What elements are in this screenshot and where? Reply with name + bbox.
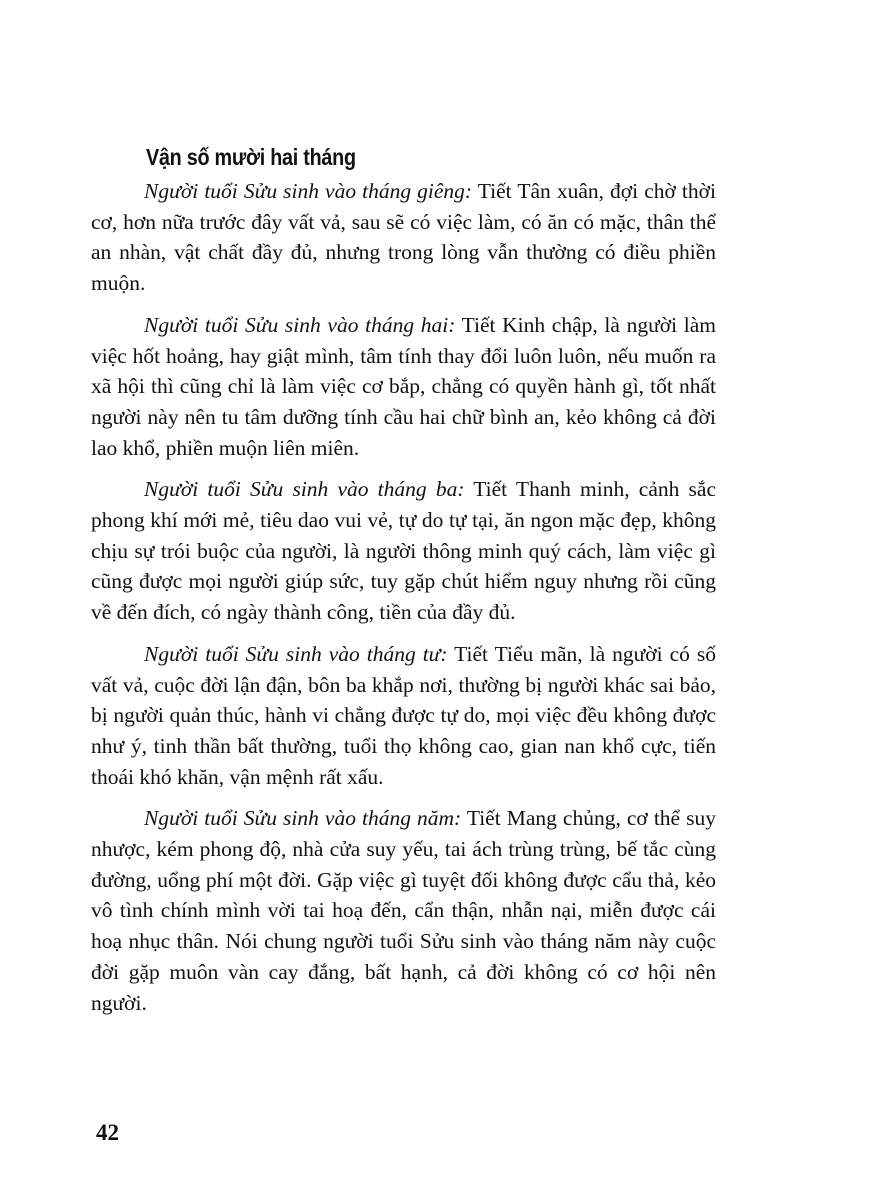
paragraph-text: Tiết Kinh chập, là người làm việc hốt hoảng, hay giật mình, tâm tính thay đổi luôn luôn, nếu muốn ra xã hội thì cũng chỉ là làm việc cơ bắp, chẳng có quyền hành gì, tốt nhất người này nên tu tâm dưỡng tính cầu hai chữ bình an, kẻo không cả đời lao khổ, phiền muộn liên miên. (91, 312, 716, 460)
paragraph-month-2 (91, 310, 716, 464)
paragraph-lead: Người tuổi Sửu sinh vào tháng năm: (144, 806, 462, 831)
paragraph-month-5 (91, 803, 716, 1018)
paragraph-text: Tiết Mang chủng, cơ thể suy nhược, kém phong độ, nhà cửa suy yếu, tai ách trùng trùng, bế tắc cùng đường, uổng phí một đời. Gặp việc gì tuyệt đối không được cẩu thả, kẻo vô tình chính mình vời tai hoạ đến, cẩn thận, nhẫn nại, miễn được cái hoạ nhục thân. Nói chung người tuổi Sửu sinh vào tháng năm này cuộc đời gặp muôn vàn cay đắng, bất hạnh, cả đời không có cơ hội nên người. (91, 806, 716, 1015)
paragraph-text: Tiết Tân xuân, đợi chờ thời cơ, hơn nữa trước đây vất vả, sau sẽ có việc làm, có ăn có mặc, thân thể an nhàn, vật chất đầy đủ, nhưng trong lòng vẫn thường có điều phiền muộn. (91, 179, 716, 296)
paragraph-lead: Người tuổi Sửu sinh vào tháng hai: (144, 312, 456, 337)
paragraph-lead: Người tuổi Sửu sinh vào tháng tư: (144, 641, 448, 666)
paragraph-month-1 (91, 176, 716, 299)
paragraph-text: Tiết Thanh minh, cảnh sắc phong khí mới mẻ, tiêu dao vui vẻ, tự do tự tại, ăn ngon mặc đẹp, không chịu sự trói buộc của người, là người thông minh quý cách, làm việc gì cũng được mọi người giúp sức, tuy gặp chút hiểm nguy nhưng rồi cũng về đến đích, có ngày thành công, tiền của đầy đủ. (91, 477, 716, 625)
paragraph-text: Tiết Tiểu mãn, là người có số vất vả, cuộc đời lận đận, bôn ba khắp nơi, thường bị người khác sai bảo, bị người quản thúc, hành vi chẳng được tự do, mọi việc đều không được như ý, tinh thần bất thường, tuổi thọ không cao, gian nan khổ cực, tiến thoái khó khăn, vận mệnh rất xấu. (91, 641, 716, 789)
paragraph-month-4 (91, 639, 716, 793)
section-heading: Vận số mười hai tháng (146, 144, 356, 170)
paragraph-lead: Người tuổi Sửu sinh vào tháng ba: (144, 477, 465, 502)
page-number: 42 (96, 1120, 119, 1145)
paragraph-lead: Người tuổi Sửu sinh vào tháng giêng: (144, 179, 473, 203)
paragraph-month-3 (91, 474, 716, 628)
section-body (91, 176, 716, 1029)
